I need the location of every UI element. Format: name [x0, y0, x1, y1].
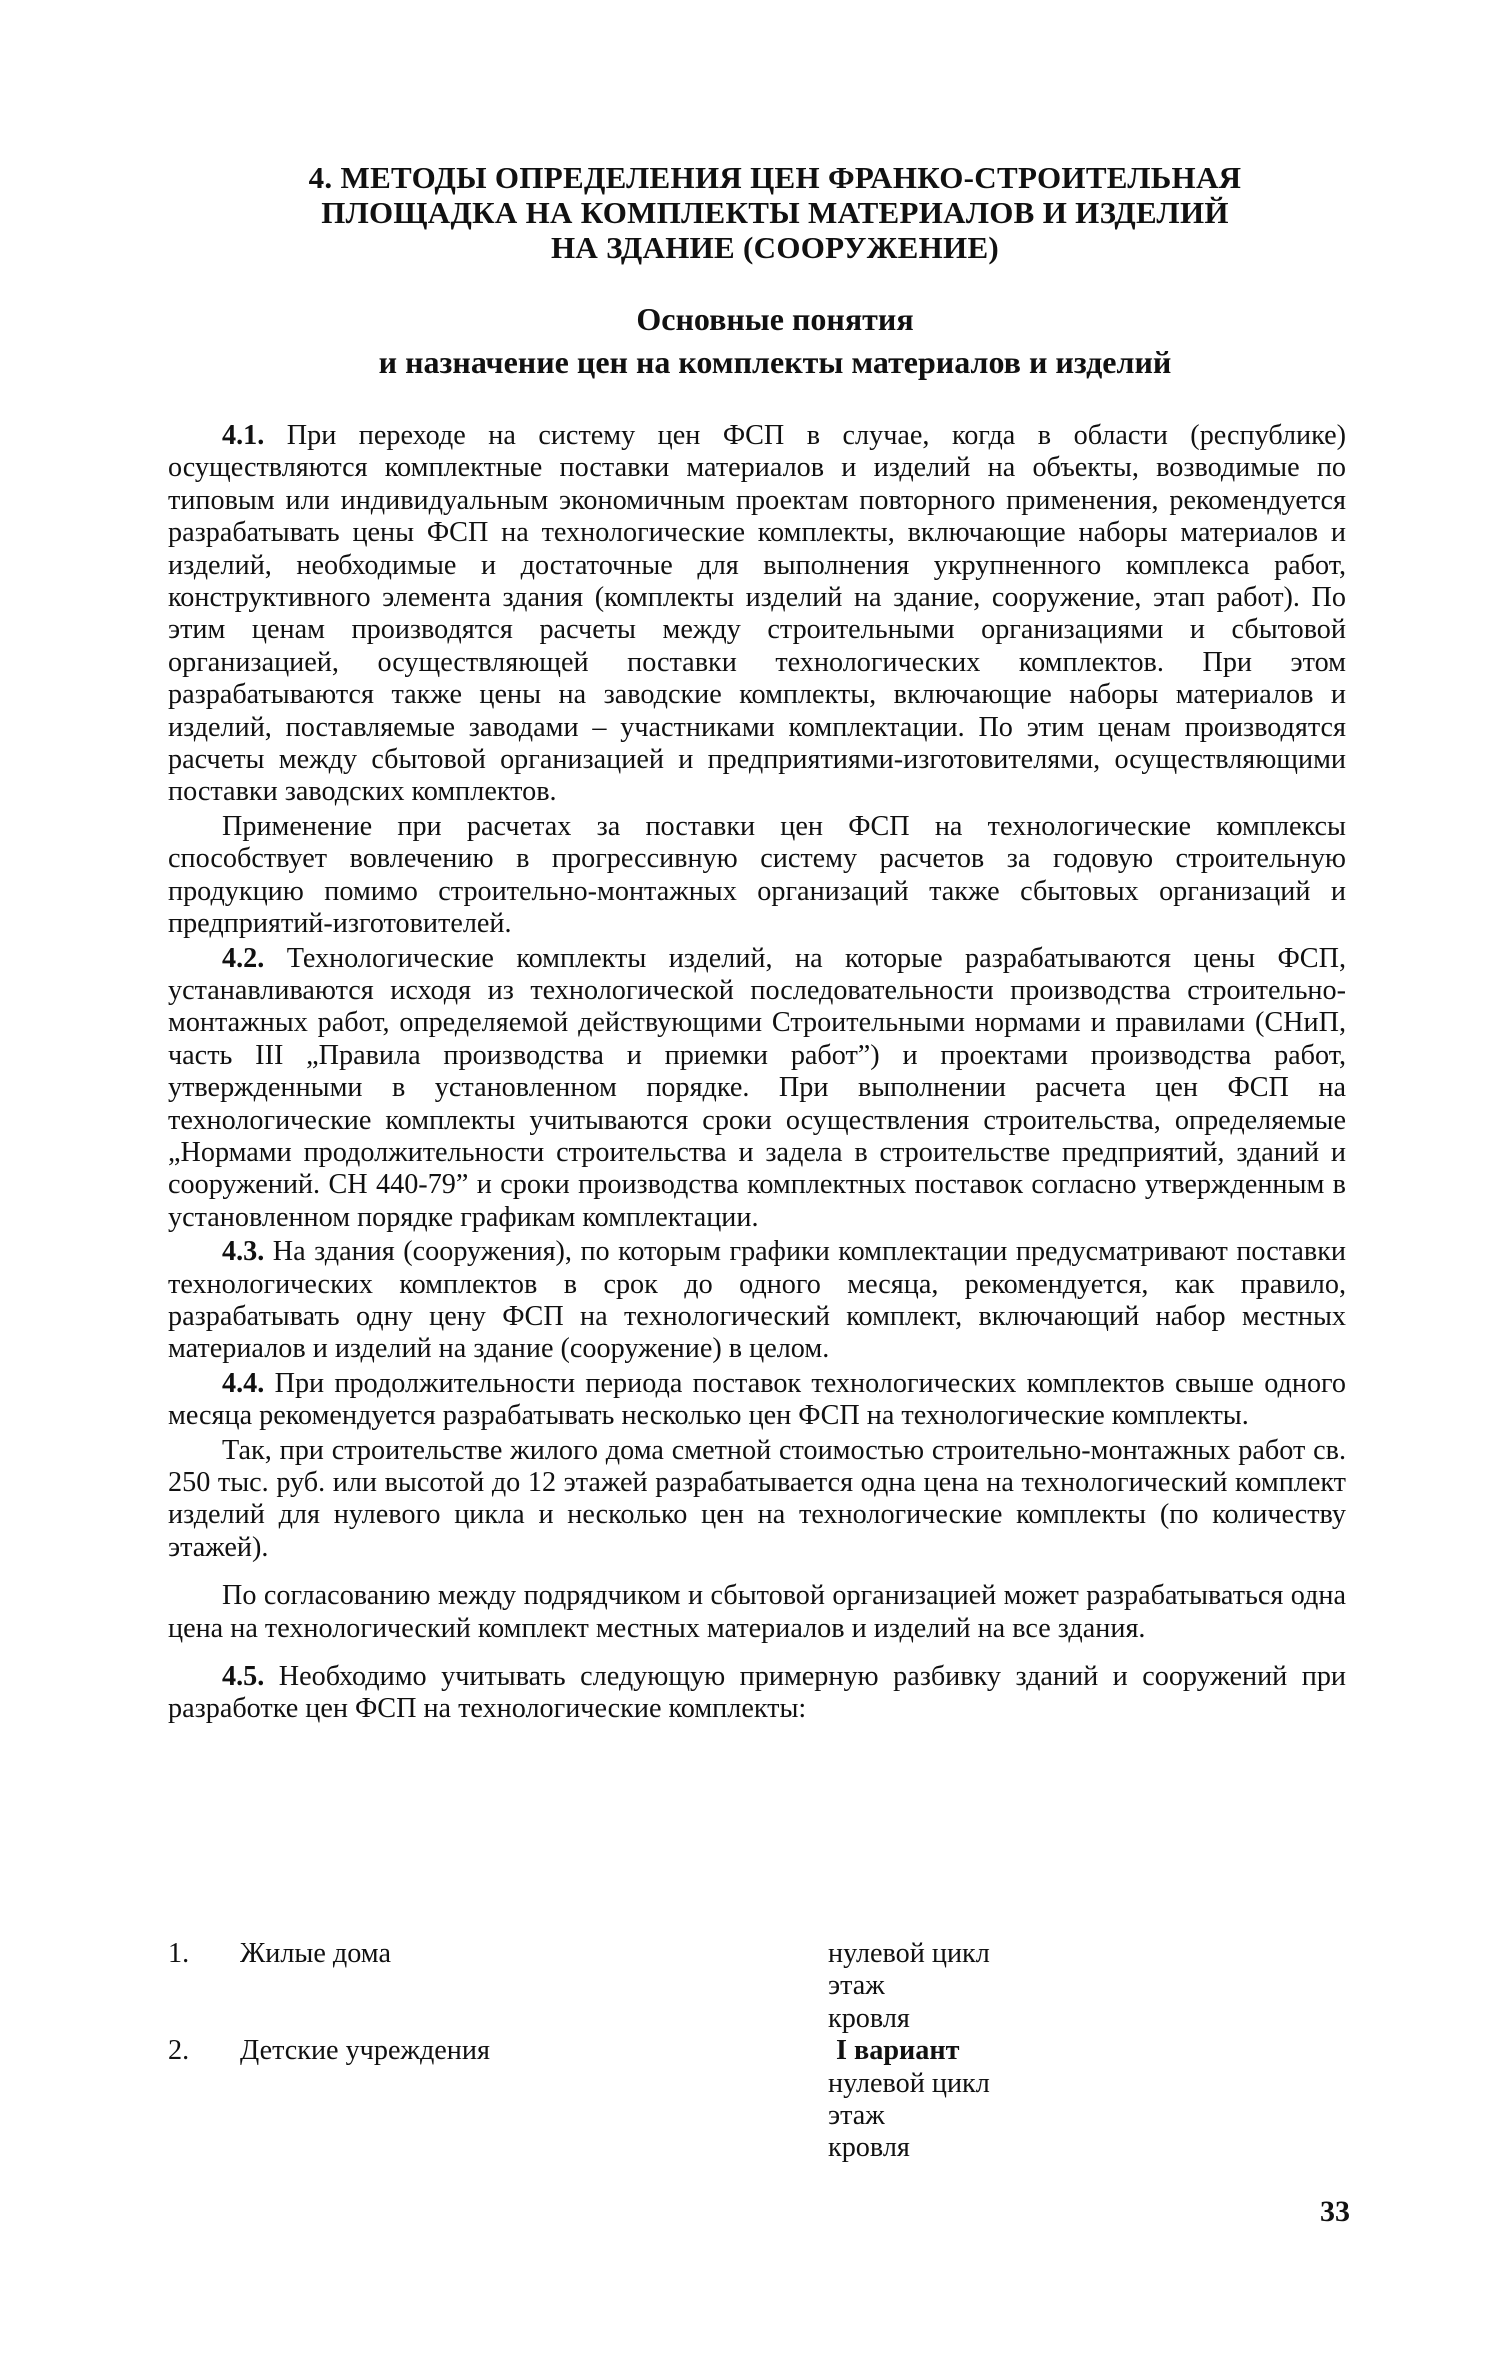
- paragraph-4-4: [168, 1368, 1346, 1433]
- page-number: 33: [1320, 2195, 1350, 2228]
- heading-line: 4. МЕТОДЫ ОПРЕДЕЛЕНИЯ ЦЕН ФРАНКО-СТРОИТЕЛЬНАЯ: [308, 160, 1242, 195]
- building-breakdown-list: [168, 1938, 1348, 2165]
- paragraph-4-5: [168, 1661, 1346, 1726]
- paragraph-4-1: [168, 420, 1346, 809]
- paragraph-text: Так, при строительстве жилого дома сметной стоимостью строительно-монтажных работ св. 250 тыс. руб. или высотой до 12 этажей разрабатывается одна цена на технологический комплект изделий для нулевого цикла и несколько цен на технологические комплекты (по количеству этажей).: [168, 1434, 1346, 1563]
- paragraph-4-3: [168, 1236, 1346, 1366]
- paragraph-text: При переходе на систему цен ФСП в случае, когда в области (республике) осуществляются комплектные поставки материалов и изделий на объекты, возводимые по типовым или индивидуальным экономичным проектам повторного применения, рекомендуется разрабатывать цены ФСП на технологические комплекты, включающие наборы материалов и изделий, необходимые и достаточные для выполнения укрупненного комплекса работ, конструктивного элемента здания (комплекты изделий на здание, сооружение, этап работ). По этим ценам производятся расчеты между строительными организациями и сбытовой организацией, осуществляющей поставки технологических комплектов. При этом разрабатываются также цены на заводские комплекты, включающие наборы материалов и изделий, поставляемые заводами – участниками комплектации. По этим ценам производятся расчеты между сбытовой организацией и предприятиями-изготовителями, осуществляющими поставки заводских комплектов.: [168, 420, 1346, 808]
- list-item-row: [168, 1970, 1348, 2002]
- subheading-line: и назначение цен на комплекты материалов и изделий: [378, 344, 1172, 380]
- chapter-heading: [200, 160, 1350, 265]
- paragraph-text: Технологические комплекты изделий, на которые разрабатываются цены ФСП, устанавливаются исходя из технологической последовательности производства строительно-монтажных работ, определяемой действующими Строительными нормами и правилами (СНиП, часть III „Правила производства и приемки работ”) и проектами производства работ, утвержденными в установленном порядке. При выполнении расчета цен ФСП на технологические комплекты учитываются сроки осуществления строительства, определяемые „Нормами продолжительности строительства и задела в строительстве предприятий, зданий и сооружений. СН 440-79” и сроки производства комплектных поставок согласно утвержденным в установленном порядке графикам комплектации.: [168, 942, 1346, 1233]
- list-item-row: [168, 2100, 1348, 2132]
- paragraph-number: 4.5.: [222, 1661, 265, 1693]
- heading-line: ПЛОЩАДКА НА КОМПЛЕКТЫ МАТЕРИАЛОВ И ИЗДЕЛИЙ: [321, 195, 1229, 230]
- list-item-index: 1.: [168, 1938, 190, 1969]
- list-item: [168, 1938, 1348, 1970]
- list-item-part: этаж: [828, 1970, 885, 2002]
- paragraph-text: Необходимо учитывать следующую примерную разбивку зданий и сооружений при разработке цен ФСП на технологические комплекты:: [168, 1661, 1346, 1725]
- list-item-part: этаж: [828, 2099, 885, 2131]
- list-item-part: кровля: [828, 2132, 910, 2164]
- list-item-name: Детские учреждения: [240, 2035, 490, 2067]
- paragraph-number: 4.4.: [222, 1367, 265, 1399]
- paragraph-number: 4.2.: [222, 942, 265, 974]
- subheading-line: Основные понятия: [636, 301, 914, 337]
- paragraph: [168, 1580, 1346, 1645]
- body-text: [168, 420, 1346, 1726]
- list-item: [168, 2035, 1348, 2067]
- list-item-row: [168, 2068, 1348, 2100]
- list-item-part: нулевой цикл: [828, 1938, 990, 1969]
- list-item-row: [168, 2003, 1348, 2035]
- paragraph: [168, 1435, 1346, 1565]
- list-item-part: кровля: [828, 2002, 910, 2034]
- paragraph-text: По согласованию между подрядчиком и сбытовой организацией может разрабатываться одна цена на технологический комплект местных материалов и изделий на все здания.: [168, 1580, 1346, 1644]
- section-subheading: [200, 298, 1350, 384]
- paragraph-number: 4.1.: [222, 420, 265, 451]
- paragraph-number: 4.3.: [222, 1236, 265, 1268]
- list-item-row: [168, 2132, 1348, 2164]
- list-item-index: 2.: [168, 2035, 190, 2067]
- list-item-name: Жилые дома: [240, 1938, 391, 1969]
- paragraph-4-2: [168, 943, 1346, 1235]
- list-item-part: нулевой цикл: [828, 2067, 990, 2099]
- paragraph: [168, 811, 1346, 941]
- paragraph-text: При продолжительности периода поставок технологических комплектов свыше одного месяца рекомендуется разрабатывать несколько цен ФСП на технологические комплекты.: [168, 1367, 1347, 1432]
- paragraph-text: Применение при расчетах за поставки цен ФСП на технологические комплексы способствует вовлечению в прогрессивную систему расчетов за годовую строительную продукцию помимо строительно-монтажных организаций также сбытовых организаций и предприятий-изготовителей.: [168, 810, 1346, 940]
- heading-line: НА ЗДАНИЕ (СООРУЖЕНИЕ): [550, 230, 1000, 265]
- list-item-variant: I вариант: [836, 2035, 960, 2067]
- paragraph-text: На здания (сооружения), по которым графики комплектации предусматривают поставки технологических комплектов в срок до одного месяца, рекомендуется, как правило, разрабатывать одну цену ФСП на технологический комплект, включающий набор местных материалов и изделий на здание (сооружение) в целом.: [168, 1236, 1347, 1365]
